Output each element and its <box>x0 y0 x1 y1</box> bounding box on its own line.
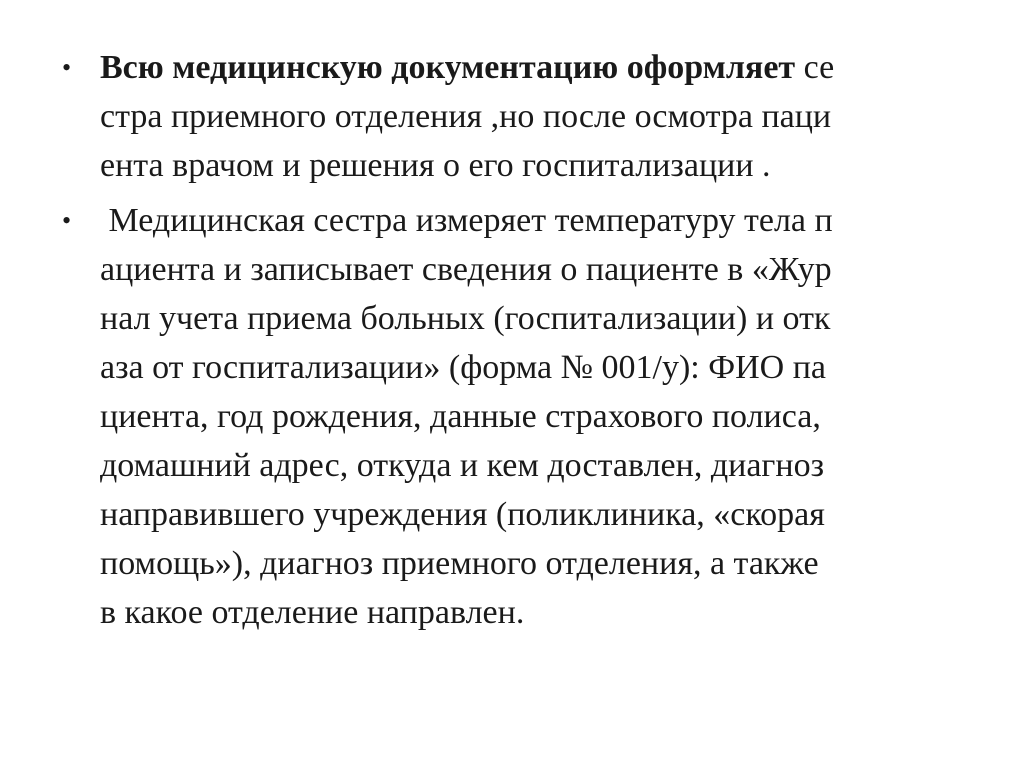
bullet-icon: • <box>62 206 72 235</box>
text-line: ациента и записывает сведения о пациенте в «Жур <box>100 251 832 288</box>
text-line: нал учета приема больных (госпитализации) и отк <box>100 300 831 337</box>
text-line: домашний адрес, откуда и кем доставлен, диагноз <box>100 447 824 484</box>
text-line <box>100 43 834 92</box>
text-line: помощь»), диагноз приемного отделения, а также <box>100 545 819 582</box>
text-line: стра приемного отделения ,но после осмотра паци <box>100 98 832 135</box>
text-line: в какое отделение направлен. <box>100 594 525 631</box>
bold-text: Всю медицинскую документацию оформляет <box>100 49 796 86</box>
text-line: Медицинская сестра измеряет температуру тела п <box>100 202 833 239</box>
text-line: циента, год рождения, данные страхового полиса, <box>100 398 821 435</box>
text-line: ента врачом и решения о его госпитализации . <box>100 147 771 184</box>
text-line: направившего учреждения (поликлиника, «скорая <box>100 496 825 533</box>
text-fragment: се <box>795 49 835 86</box>
text-line: аза от госпитализации» (форма № 001/у): ФИО па <box>100 349 827 386</box>
bullet-icon: • <box>62 53 72 82</box>
